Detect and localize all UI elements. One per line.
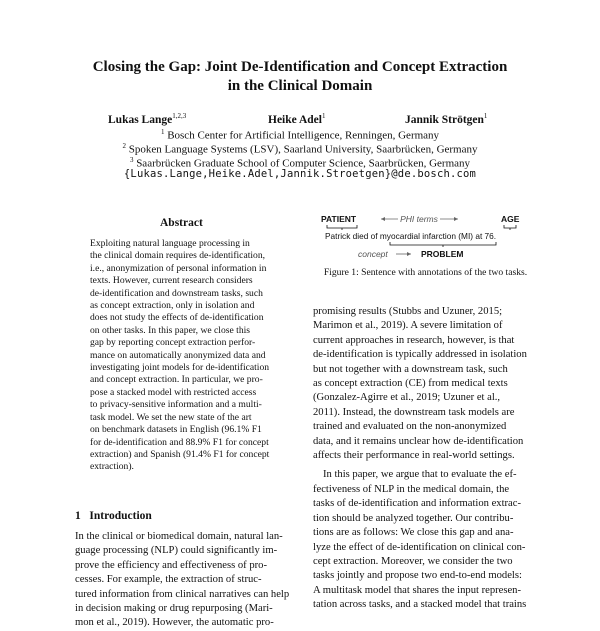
affiliation-text: Bosch Center for Artificial Intelligence, Renningen, Germany: [167, 129, 440, 142]
figure-1: [313, 212, 538, 262]
intro-line: guage processing (NLP) could significantly im-: [75, 545, 278, 557]
label-age: AGE: [501, 214, 520, 224]
affiliation-text: Spoken Language Systems (LSV), Saarland University, Saarbrücken, Germany: [128, 143, 478, 156]
abstract-line: Exploiting natural language processing in: [90, 238, 250, 249]
intro-line: tion should be analyzed together. Our contribu-: [313, 512, 514, 524]
abstract-line: extraction).: [90, 461, 134, 473]
affiliation-text: Saarbrücken Graduate School of Computer Science, Saarbrücken, Germany: [136, 157, 471, 170]
author-sup: 1,2,3: [172, 112, 187, 120]
sentence-after: at 76.: [473, 231, 497, 241]
abstract-line: pose a stacked model with restricted access: [90, 386, 257, 398]
section-number: 1: [75, 510, 81, 522]
intro-line: cept extraction. Moreover, we consider the two: [313, 555, 513, 567]
abstract-line: task model. We set the new state of the art: [90, 411, 252, 423]
intro-line: tured information from clinical narratives can help: [75, 588, 290, 600]
phi-arrow-left-head: [381, 217, 385, 221]
abstract-line: investigating joint models for de-identification: [90, 362, 270, 374]
annotation-diagram: [313, 212, 538, 262]
intro-line: cesses. For example, the extraction of struc-: [75, 574, 262, 586]
intro-line: in decision making or drug repurposing (Mari-: [75, 603, 273, 615]
annotated-sentence: [325, 231, 496, 241]
phi-arrow-right-head: [454, 217, 458, 221]
intro-line: current approaches in research, however, is that: [313, 334, 515, 346]
age-bracket: [504, 225, 516, 230]
intro-line: affects their performance in real-world settings.: [313, 450, 515, 462]
intro-line: lyze the effect of de-identification on clinical con-: [313, 541, 526, 553]
intro-line: Marimon et al., 2019). A severe limitation of: [313, 320, 503, 332]
section-heading: [75, 510, 152, 522]
intro-line: promising results (Stubbs and Uzuner, 2015;: [313, 306, 503, 317]
abstract-line: texts. However, current research considers: [90, 275, 253, 287]
intro-line: (Gonzalez-Agirre et al., 2019; Uzuner et al.,: [313, 392, 501, 404]
sentence-before: Patrick died of: [325, 231, 380, 241]
abstract-line: extraction) and Spanish (91.4% F1 for concept: [90, 448, 270, 460]
intro-line: In the clinical or biomedical domain, natural lan-: [75, 531, 283, 542]
intro-line: data, and it remains unclear how de-identification: [313, 435, 524, 447]
abstract-body: [90, 238, 280, 474]
intro-line: as concept extraction (CE) from medical texts: [313, 378, 508, 390]
patient-bracket: [327, 225, 357, 230]
intro-line: prove the efficiency and effectiveness of pro-: [75, 559, 267, 571]
abstract-line: for de-identification and 88.9% F1 for concept: [90, 436, 269, 448]
abstract-line: mance on automatically anonymized data and: [90, 349, 266, 361]
author-name: Lukas Lange: [108, 113, 173, 126]
intro-line: In this paper, we argue that to evaluate the ef-: [323, 469, 517, 481]
intro-column-1: [75, 530, 300, 631]
intro-line: tasks of de-identification and information extrac-: [313, 498, 521, 510]
author-sup: 1: [483, 112, 488, 120]
author-2: [268, 112, 326, 126]
abstract-line: on benchmark datasets in English (96.1% F1: [90, 424, 262, 436]
abstract-line: on other tasks. In this paper, we close this: [90, 324, 251, 336]
abstract-heading: Abstract: [160, 217, 203, 229]
abstract-line: does not study the effects of de-identification: [90, 312, 264, 324]
affiliation-sup: 1: [160, 128, 165, 136]
title-line-1: Closing the Gap: Joint De-Identification and Concept Extraction: [92, 59, 508, 75]
sentence-concept: myocardial infarction (MI): [379, 231, 474, 241]
abstract-line: gap by reporting concept extraction perfor-: [90, 337, 256, 349]
author-1: [108, 112, 186, 126]
intro-line: tions are as follows: We close this gap and ana-: [313, 527, 514, 539]
affiliation-sup: 3: [129, 156, 134, 164]
author-name: Heike Adel: [268, 113, 322, 126]
abstract-line: to privacy-sensitive information and a multi-: [90, 399, 262, 411]
author-name: Jannik Strötgen: [405, 113, 484, 126]
intro-column-2: [313, 305, 538, 613]
intro-line: fectiveness of NLP in the medical domain, the: [313, 483, 510, 495]
abstract-line: the clinical domain requires de-identification,: [90, 250, 266, 262]
affiliation-sup: 2: [122, 142, 126, 150]
intro-line: mon et al., 2019). However, the automatic pro-: [75, 617, 274, 629]
intro-line: A multitask model that shares the input represen-: [313, 584, 522, 596]
abstract-line: i.e., anonymization of personal information in: [90, 262, 267, 274]
intro-line: 2011). Instead, the downstream task models are: [313, 406, 515, 418]
abstract-line: and concept extraction. In particular, we pro-: [90, 374, 263, 386]
concept-bracket: [390, 242, 496, 247]
figure-caption: Figure 1: Sentence with annotations of the two tasks.: [323, 267, 528, 278]
intro-col2-paragraph-1: [313, 305, 538, 463]
abstract-line: de-identification and downstream tasks, such: [90, 287, 263, 299]
intro-line: tation across tasks, and a stacked model that trains: [313, 599, 527, 611]
label-concept: concept: [358, 249, 388, 259]
intro-line: trained and evaluated on the non-anonymized: [313, 421, 507, 433]
intro-line: tasks jointly and propose two end-to-end models:: [313, 570, 522, 582]
title-line-2: in the Clinical Domain: [227, 78, 373, 94]
author-sup: 1: [322, 112, 326, 120]
paper-title: [0, 58, 600, 96]
intro-col2-paragraph-2: [313, 468, 538, 612]
label-patient: PATIENT: [321, 214, 357, 224]
concept-arrow-head: [407, 252, 411, 256]
author-email[interactable]: {Lukas.Lange,Heike.Adel,Jannik.Stroetgen}@de.bosch.com: [123, 168, 477, 180]
intro-line: de-identification is typically addressed in isolation: [313, 349, 527, 361]
intro-line: but not together with a downstream task, such: [313, 363, 508, 375]
label-phi-terms: PHI terms: [400, 214, 438, 224]
label-problem: PROBLEM: [421, 249, 464, 259]
section-title: Introduction: [89, 510, 152, 522]
abstract-line: as concept extraction, only in isolation and: [90, 300, 255, 312]
author-3: [405, 112, 487, 126]
